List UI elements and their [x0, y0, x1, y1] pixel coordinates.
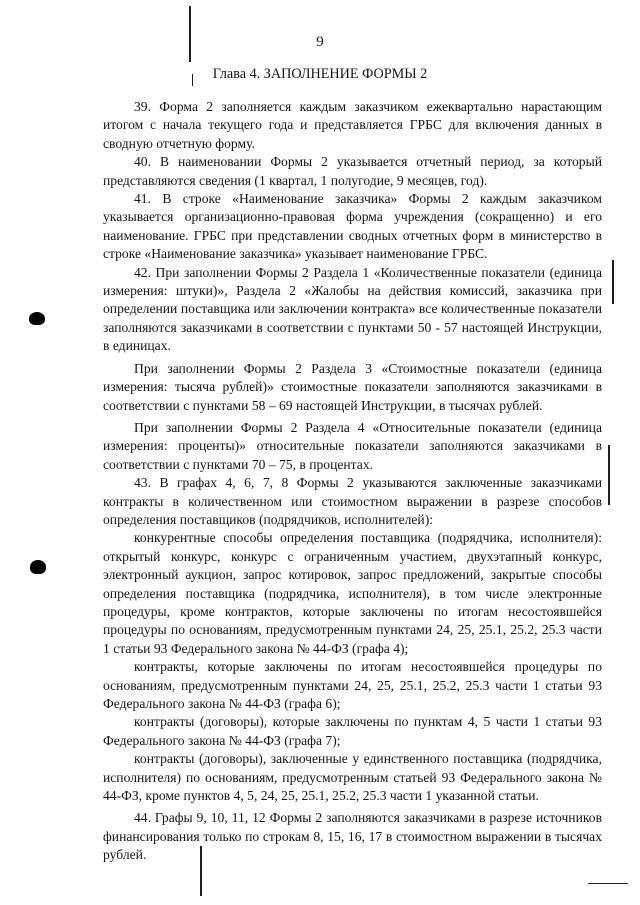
paragraph-43: 43. В графах 4, 6, 7, 8 Формы 2 указываются заключенные заказчиками контракты в количественном или стоимостном выражении в разрезе способов определения поставщиков (подрядчиков, исполнителей): [103, 475, 602, 527]
hole-punch-mark [30, 560, 46, 574]
scan-artifact-line [588, 883, 628, 884]
paragraph-43-item-4: контракты (договоры), заключенные у единственного поставщика (подрядчика, исполнителя) по основаниям, предусмотренным статьей 93 Федерального закона № 44-ФЗ, кроме пунктов 4, 5, 24, 25, 25.1, 25.2, 25.3 части 1 указанной статьи. [103, 751, 602, 804]
hole-punch-mark [29, 312, 45, 325]
paragraph-44: 44. Графы 9, 10, 11, 12 Формы 2 заполняются заказчиками в разрезе источников финансирования только по строкам 8, 15, 16, 17 в стоимостном выражении в тысячах рублей. [103, 810, 602, 863]
paragraph-43-item-3: контракты (договоры), которые заключены по пунктам 4, 5 части 1 статьи 93 Федерального закона № 44-ФЗ (графа 7); [103, 714, 602, 748]
paragraph-42-section-3: При заполнении Формы 2 Раздела 3 «Стоимостные показатели (единица измерения: тысяча рублей)» стоимостные показатели заполняются заказчиками в соответствии с пунктами 58 – 69 настоящей Инструкции, в тысячах рублей. [103, 360, 602, 413]
document-body [103, 98, 602, 865]
paragraph-39: 39. Форма 2 заполняется каждым заказчиком ежеквартально нарастающим итогом с начала текущего года и представляется ГРБС для включения данных в сводную отчетную форму. [103, 99, 602, 151]
paragraph-43-item-2: контракты, которые заключены по итогам несостоявшейся процедуры по основаниям, предусмотренным пунктами 24, 25, 25.1, 25.2, 25.3 части 1 статьи 93 Федерального закона № 44-ФЗ (графа 6); [103, 659, 602, 711]
scan-artifact-line [612, 260, 614, 304]
paragraph-42: 42. При заполнении Формы 2 Раздела 1 «Количественные показатели (единица измерения: штуки)», Раздела 2 «Жалобы на действия комиссий, заказчика при определении поставщика или заключении контракта» все количественные показатели заполняются заказчиками в соответствии с пунктами 50 - 57 настоящей Инструкции, в единицах. [103, 264, 602, 354]
scan-artifact-line [608, 445, 610, 505]
page-number: 9 [316, 34, 324, 50]
paragraph-43-item-1: конкурентные способы определения поставщика (подрядчика, исполнителя): открытый конкурс, конкурс с ограниченным участием, двухэтапный конкурс, электронный аукцион, запрос котировок, запрос предложений, закрытые способы определения поставщика (подрядчика, исполнителя), в том числе электронные процедуры, кроме контрактов, которые заключены по итогам несостоявшейся процедуры по основаниям, предусмотренным пунктами 24, 25, 25.1, 25.2, 25.3 части 1 статьи 93 Федерального закона № 44-ФЗ (графа 4); [103, 530, 602, 656]
paragraph-42-section-4: При заполнении Формы 2 Раздела 4 «Относительные показатели (единица измерения: проценты)» относительные показатели заполняются заказчиками в соответствии с пунктами 70 – 75, в процентах. [103, 419, 602, 472]
chapter-title: Глава 4. ЗАПОЛНЕНИЕ ФОРМЫ 2 [212, 66, 428, 82]
paragraph-41: 41. В строке «Наименование заказчика» Формы 2 каждым заказчиком указывается организационно-правовая форма учреждения (сокращенно) и его наименование. ГРБС при представлении сводных отчетных форм в министерство в строке «Наименование заказчика» указывает наименование ГРБС. [103, 191, 602, 262]
paragraph-40: 40. В наименовании Формы 2 указывается отчетный период, за который представляются сведения (1 квартал, 1 полугодие, 9 месяцев, год). [103, 154, 602, 188]
